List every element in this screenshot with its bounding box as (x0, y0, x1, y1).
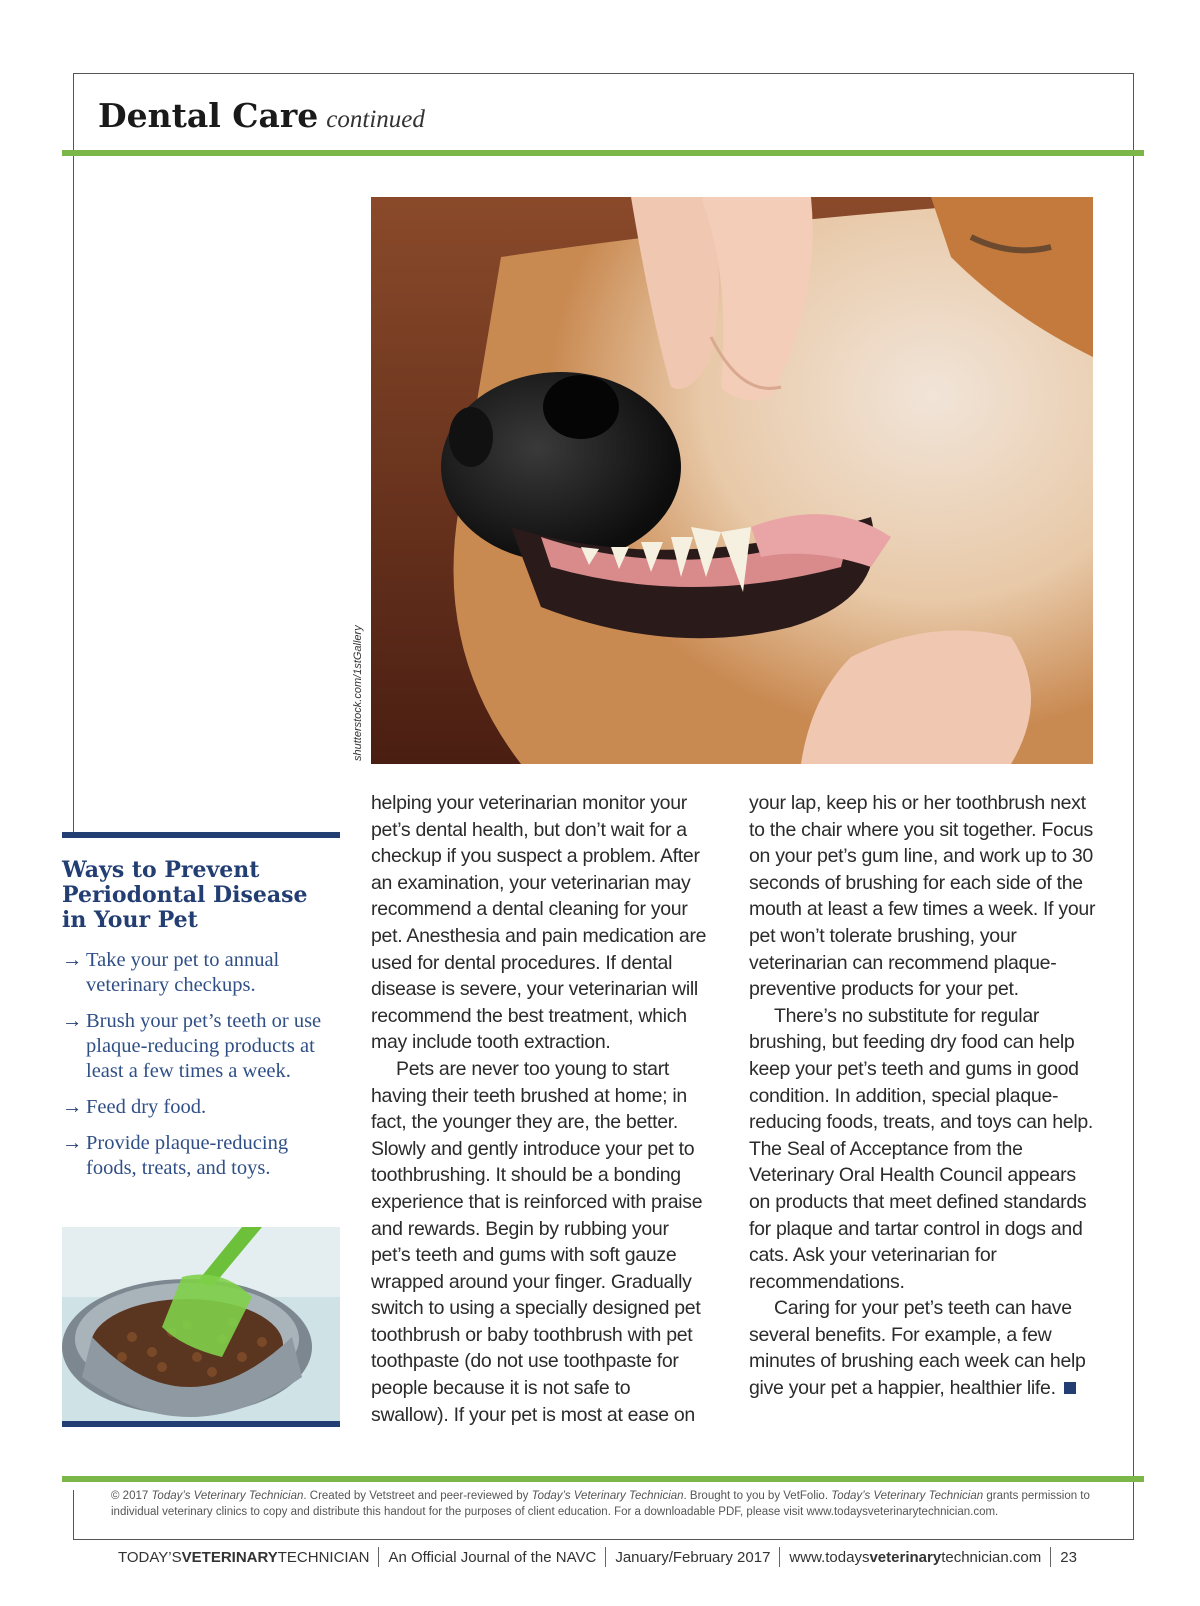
footer-divider (605, 1547, 606, 1567)
dry-food-bowl-photo (62, 1227, 340, 1421)
body-paragraph-text: Caring for your pet’s teeth can have several benefits. For example, a few minutes of brushing each week can help give your pet a happier, healthier life. (749, 1297, 1086, 1400)
arrow-right-icon: → (62, 1010, 83, 1032)
copyright-publication: Today’s Veterinary Technician (831, 1490, 984, 1502)
footer-divider (1050, 1547, 1051, 1567)
frame-left-border (73, 73, 74, 836)
frame-right-border (1133, 73, 1134, 1540)
body-paragraph: helping your veterinarian monitor your pet’s dental health, but don’t wait for a checkup if you suspect a problem. After an examination, your veterinarian may recommend a dental cleaning for your pet. Anesthesia and pain medication are used for dental procedures. If dental disease is severe, your veterinarian will recommend the best treatment, which may include tooth extraction. (371, 792, 707, 1054)
page-title-main: Dental Care (98, 96, 319, 135)
logo-part: TODAY’S (118, 1548, 182, 1566)
frame-top-border (73, 73, 1133, 74)
page-number: 23 (1060, 1548, 1077, 1566)
arrow-right-icon: → (62, 1096, 83, 1118)
copyright-text: . Brought to you by VetFolio. (683, 1490, 832, 1502)
photo-credit: shutterstock.com/1stGallery (352, 625, 364, 761)
sidebar-title: Ways to Prevent Periodontal Disease in Your Pet (62, 857, 308, 933)
body-column-2 (749, 790, 1099, 1402)
header-rule (62, 150, 1144, 156)
list-item (62, 1009, 338, 1084)
journal-logo (118, 1549, 369, 1566)
copyright-publication: Today’s Veterinary Technician (531, 1490, 684, 1502)
end-mark-icon (1064, 1382, 1076, 1394)
url-part: www.todays (789, 1548, 870, 1566)
frame-left-border-lower (73, 1490, 74, 1540)
body-paragraph: There’s no substitute for regular brushing, but feeding dry food can help keep your pet’s teeth and gums in good condition. In addition, special plaque-reducing foods, treats, and toys can help. The Seal of Acceptance from the Veterinary Oral Health Council appears on products that meet defined standards for plaque and tartar control in dogs and cats. Ask your veterinarian for recommendations. (749, 1004, 1094, 1293)
list-item (62, 948, 338, 998)
body-paragraph-last (749, 1295, 1099, 1401)
sidebar-rule-bottom (62, 1421, 340, 1427)
issue-date: January/February 2017 (615, 1548, 771, 1566)
prevention-tips-list (62, 948, 338, 1192)
page-title (98, 96, 425, 135)
body-column-1 (371, 790, 711, 1428)
copyright-notice (111, 1488, 1111, 1520)
footer-divider (779, 1547, 780, 1567)
tip-text: Provide plaque-reducing foods, treats, and toys. (86, 1132, 289, 1179)
logo-part: TECHNICIAN (277, 1548, 370, 1566)
tip-text: Take your pet to annual veterinary checkups. (86, 949, 280, 996)
copyright-publication: Today’s Veterinary Technician (151, 1490, 304, 1502)
page-title-continued: continued (326, 106, 425, 133)
tip-text: Brush your pet’s teeth or use plaque-reducing products at least a few times a week. (86, 1010, 322, 1082)
list-item (62, 1095, 338, 1120)
journal-tagline: An Official Journal of the NAVC (388, 1548, 597, 1566)
footer-divider (378, 1547, 379, 1567)
page-footer (118, 1547, 1128, 1567)
copyright-text: grants permission to individual veterinary clinics to copy and distribute this handout for the purposes of client education. For a downloadable PDF, please visit www.todaysveterinarytechnician.com. (111, 1490, 1090, 1518)
frame-bottom-border (73, 1539, 1134, 1540)
copyright-text: © 2017 (111, 1490, 152, 1502)
sidebar-rule-top (62, 832, 340, 838)
body-paragraph: your lap, keep his or her toothbrush next to the chair where you sit together. Focus on your pet’s gum line, and work up to 30 seconds of brushing for each side of the mouth at least a few times a week. If your pet won’t tolerate brushing, your veterinarian can recommend plaque-preventive products for your pet. (749, 792, 1096, 1001)
logo-part: VETERINARY (181, 1548, 278, 1566)
url-part: technician.com (941, 1548, 1042, 1566)
footer-rule (62, 1476, 1144, 1482)
dog-teeth-photo (371, 197, 1093, 764)
list-item (62, 1131, 338, 1181)
arrow-right-icon: → (62, 949, 83, 971)
body-paragraph: Pets are never too young to start having their teeth brushed at home; in fact, the younger they are, the better. Slowly and gently introduce your pet to toothbrushing. It should be a bonding experience that is reinforced with praise and rewards. Begin by rubbing your pet’s teeth and gums with soft gauze wrapped around your finger. Gradually switch to using a specially designed pet toothbrush or baby toothbrush with pet toothpaste (do not use toothpaste for people because it is not safe to swallow). If your pet is most at ease on (371, 1057, 703, 1426)
url-part: veterinary (869, 1548, 942, 1566)
copyright-text: . Created by Vetstreet and peer-reviewed by (303, 1490, 532, 1502)
arrow-right-icon: → (62, 1132, 83, 1154)
tip-text: Feed dry food. (86, 1096, 207, 1118)
website-link[interactable] (789, 1549, 1041, 1566)
